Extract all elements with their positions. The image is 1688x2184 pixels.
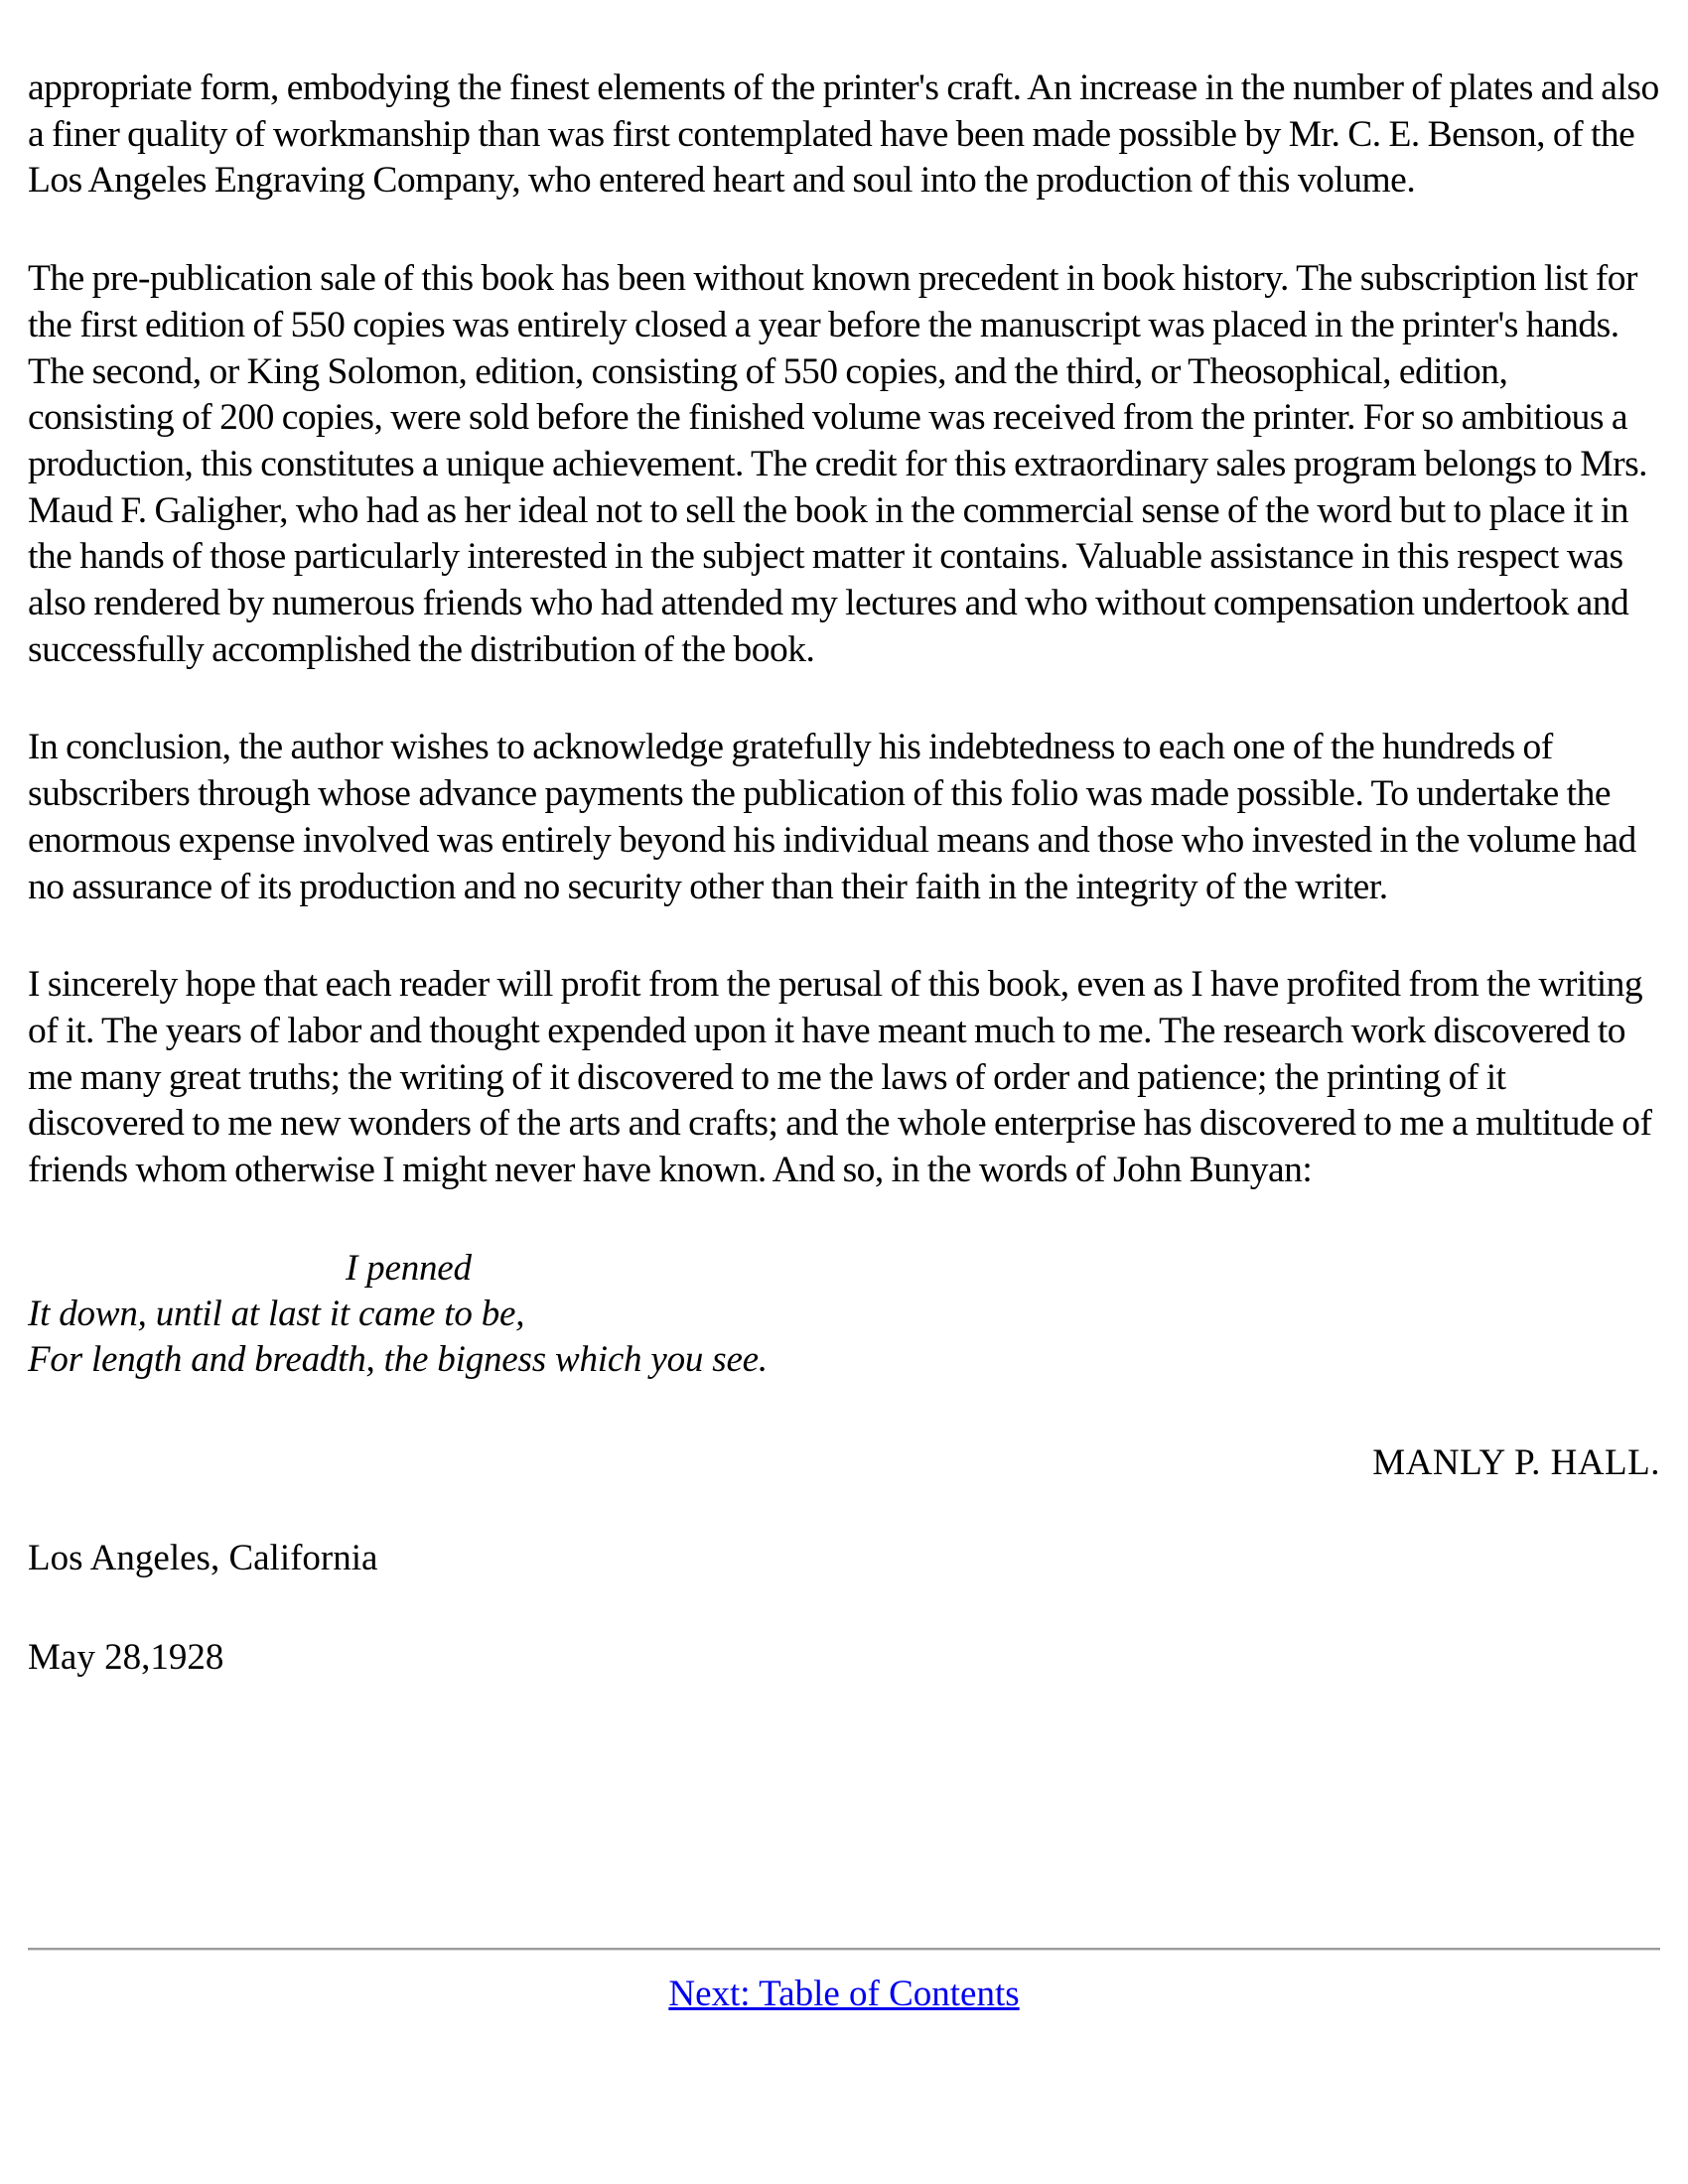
horizontal-rule [28,1948,1660,1951]
verse-line: It down, until at last it came to be, [28,1293,525,1334]
paragraph-conclusion: In conclusion, the author wishes to acknowledge gratefully his indebtedness to each one of the hundreds of subscribers through whose advance payments the publication of this folio was made possible. To undertake the enormous expense involved was entirely beyond his individual means and those who invested in the volume had no assurance of its production and no security other than their faith in the integrity of the writer. [28,727,1636,907]
document-body [28,66,1660,1681]
author-signature: MANLY P. HALL. [1372,1441,1660,1483]
verse-line: For length and breadth, the bigness which you see. [28,1338,768,1380]
next-table-of-contents-link[interactable]: Next: Table of Contents [668,1974,1020,2014]
paragraph-printing-craft: appropriate form, embodying the finest elements of the printer's craft. An increase in the number of plates and also a finer quality of workmanship than was first contemplated have been made possible by Mr. C. E. Benson, of the Los Angeles Engraving Company, who entered heart and soul into the production of this volume. [28,68,1659,202]
bunyan-verse [28,1246,1660,1383]
date-line: May 28,1928 [28,1636,224,1678]
place-line: Los Angeles, California [28,1537,378,1578]
paragraph-hope: I sincerely hope that each reader will profit from the perusal of this book, even as I have profited from the writing of it. The years of labor and thought expended upon it have meant much to me. The research work discovered to me many great truths; the writing of it discovered to me the laws of order and patience; the printing of it discovered to me new wonders of the arts and crafts; and the whole enterprise has discovered to me a multitude of friends whom otherwise I might never have known. And so, in the words of John Bunyan: [28,964,1652,1191]
paragraph-pre-publication-sale: The pre-publication sale of this book has been without known precedent in book history. The subscription list for the first edition of 550 copies was entirely closed a year before the manuscript was placed in the printer's hands. The second, or King Solomon, edition, consisting of 550 copies, and the third, or Theosophical, edition, consisting of 200 copies, were sold before the finished volume was received from the printer. For so ambitious a production, this constitutes a unique achievement. The credit for this extraordinary sales program belongs to Mrs. Maud F. Galigher, who had as her ideal not to sell the book in the commercial sense of the word but to place it in the hands of those particularly interested in the subject matter it contains. Valuable assistance in this respect was also rendered by numerous friends who had attended my lectures and who without compensation undertook and successfully accomplished the distribution of the book. [28,258,1648,670]
page-navigation [28,1972,1660,2017]
verse-line: I penned [346,1247,472,1289]
